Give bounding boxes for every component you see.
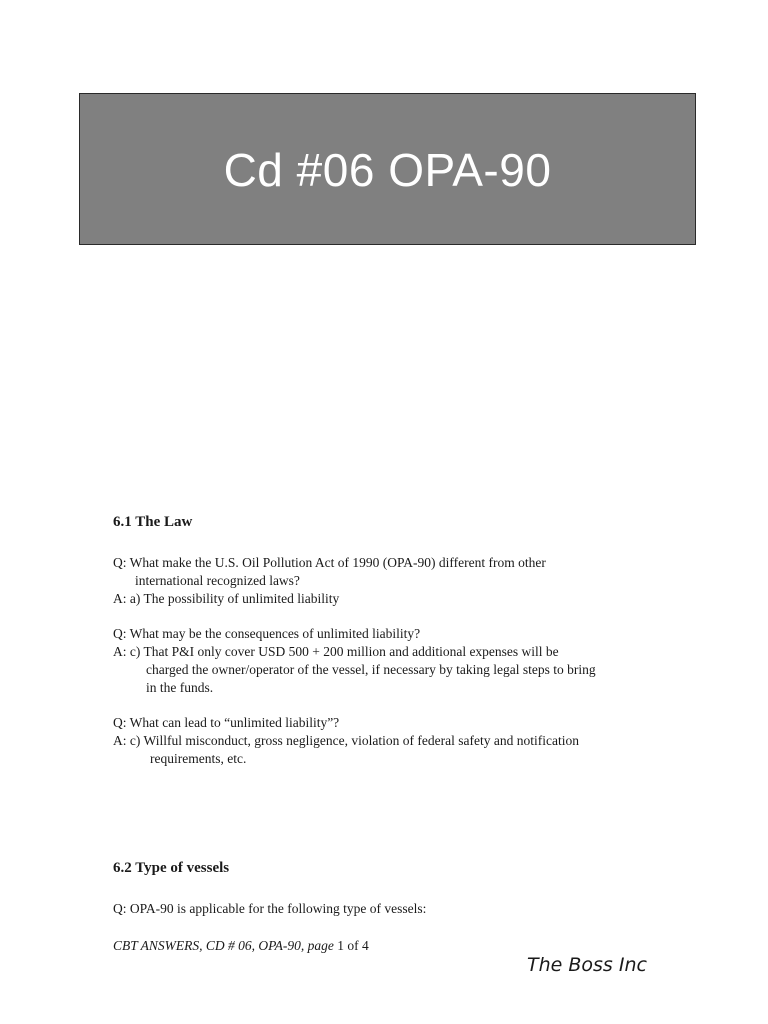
answer-1: A: a) The possibility of unlimited liability xyxy=(113,591,340,606)
answer-3-line-2: requirements, etc. xyxy=(150,751,247,766)
question-1-line-2: international recognized laws? xyxy=(135,573,300,588)
answer-2-line-3: in the funds. xyxy=(146,680,214,695)
question-1-line-1: Q: What make the U.S. Oil Pollution Act of 1990 (OPA-90) different from other xyxy=(113,555,546,570)
brand-signature: The Boss Inc xyxy=(527,954,647,976)
question-2: Q: What may be the consequences of unlimited liability? xyxy=(113,626,421,641)
question-4: Q: OPA-90 is applicable for the following type of vessels: xyxy=(113,901,427,916)
answer-3-line-1: A: c) Willful misconduct, gross negligence, violation of federal safety and notification xyxy=(113,733,579,748)
title-banner xyxy=(79,93,696,245)
section-heading-the-law: 6.1 The Law xyxy=(113,514,193,530)
section-heading-type-of-vessels: 6.2 Type of vessels xyxy=(113,860,230,876)
footer-page-number: 1 of 4 xyxy=(337,938,369,953)
answer-2-line-2: charged the owner/operator of the vessel, if necessary by taking legal steps to bring xyxy=(146,662,596,677)
page-footer xyxy=(113,938,369,954)
document-title: Cd #06 OPA-90 xyxy=(223,144,552,196)
footer-doc-label: CBT ANSWERS, CD # 06, OPA-90, page xyxy=(113,938,334,953)
question-3: Q: What can lead to “unlimited liability”? xyxy=(113,715,340,730)
answer-2-line-1: A: c) That P&I only cover USD 500 + 200 million and additional expenses will be xyxy=(113,644,559,659)
